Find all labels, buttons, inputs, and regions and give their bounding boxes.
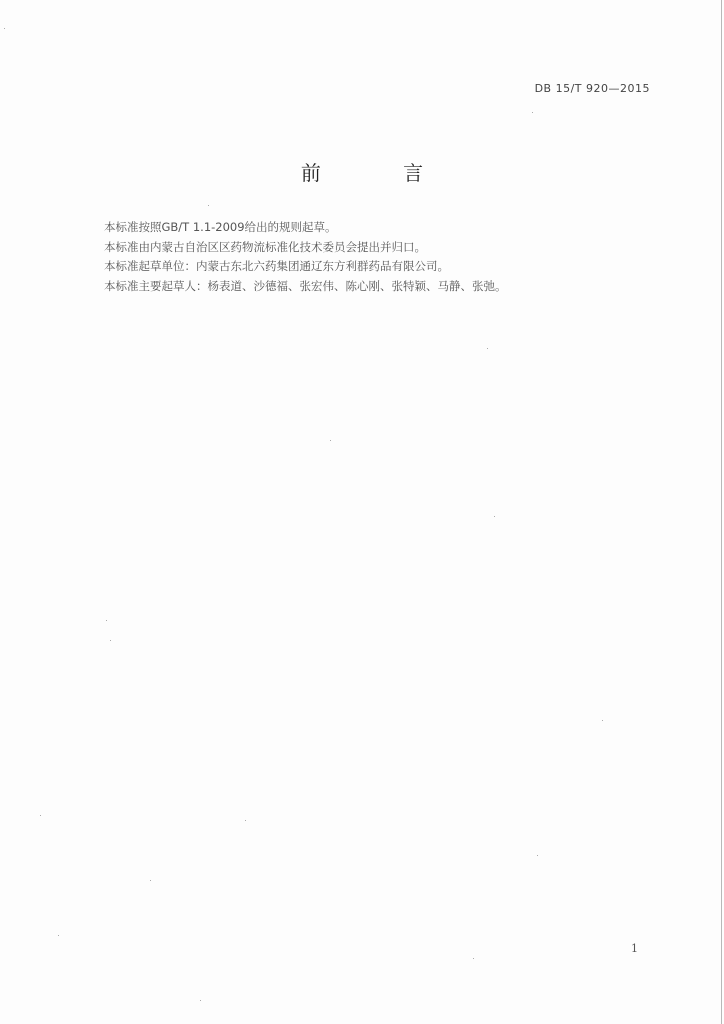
scan-speck <box>106 620 107 621</box>
foreword-body <box>104 218 624 296</box>
scan-speck <box>473 958 474 959</box>
scan-speck <box>494 516 495 517</box>
document-code: DB 15/T 920—2015 <box>534 82 650 95</box>
scan-speck <box>4 28 5 29</box>
scan-speck <box>532 112 533 113</box>
scan-speck <box>487 348 488 349</box>
paragraph-drafters: 本标准主要起草人：杨表道、沙德福、张宏伟、陈心刚、张特颖、马静、张弛。 <box>104 278 507 293</box>
scan-speck <box>245 820 246 821</box>
scan-speck <box>110 640 111 641</box>
page-number: 1 <box>631 942 638 955</box>
scan-speck <box>58 935 59 936</box>
scan-speck <box>150 880 151 881</box>
scan-speck <box>40 815 41 816</box>
scan-speck <box>602 720 603 721</box>
scan-speck <box>537 855 538 856</box>
paragraph-proposer: 本标准由内蒙古自治区区药物流标准化技术委员会提出并归口。 <box>104 239 426 254</box>
paragraph-drafting-rules: 本标准按照GB/T 1.1-2009给出的规则起草。 <box>104 220 337 234</box>
paragraph-drafting-unit: 本标准起草单位：内蒙古东北六药集团通辽东方利群药品有限公司。 <box>104 259 449 273</box>
scan-speck <box>200 1000 201 1001</box>
section-title: 前 言 <box>300 161 462 185</box>
scan-edge-line <box>721 0 722 1024</box>
scan-speck <box>330 440 331 441</box>
scan-speck <box>208 205 209 206</box>
